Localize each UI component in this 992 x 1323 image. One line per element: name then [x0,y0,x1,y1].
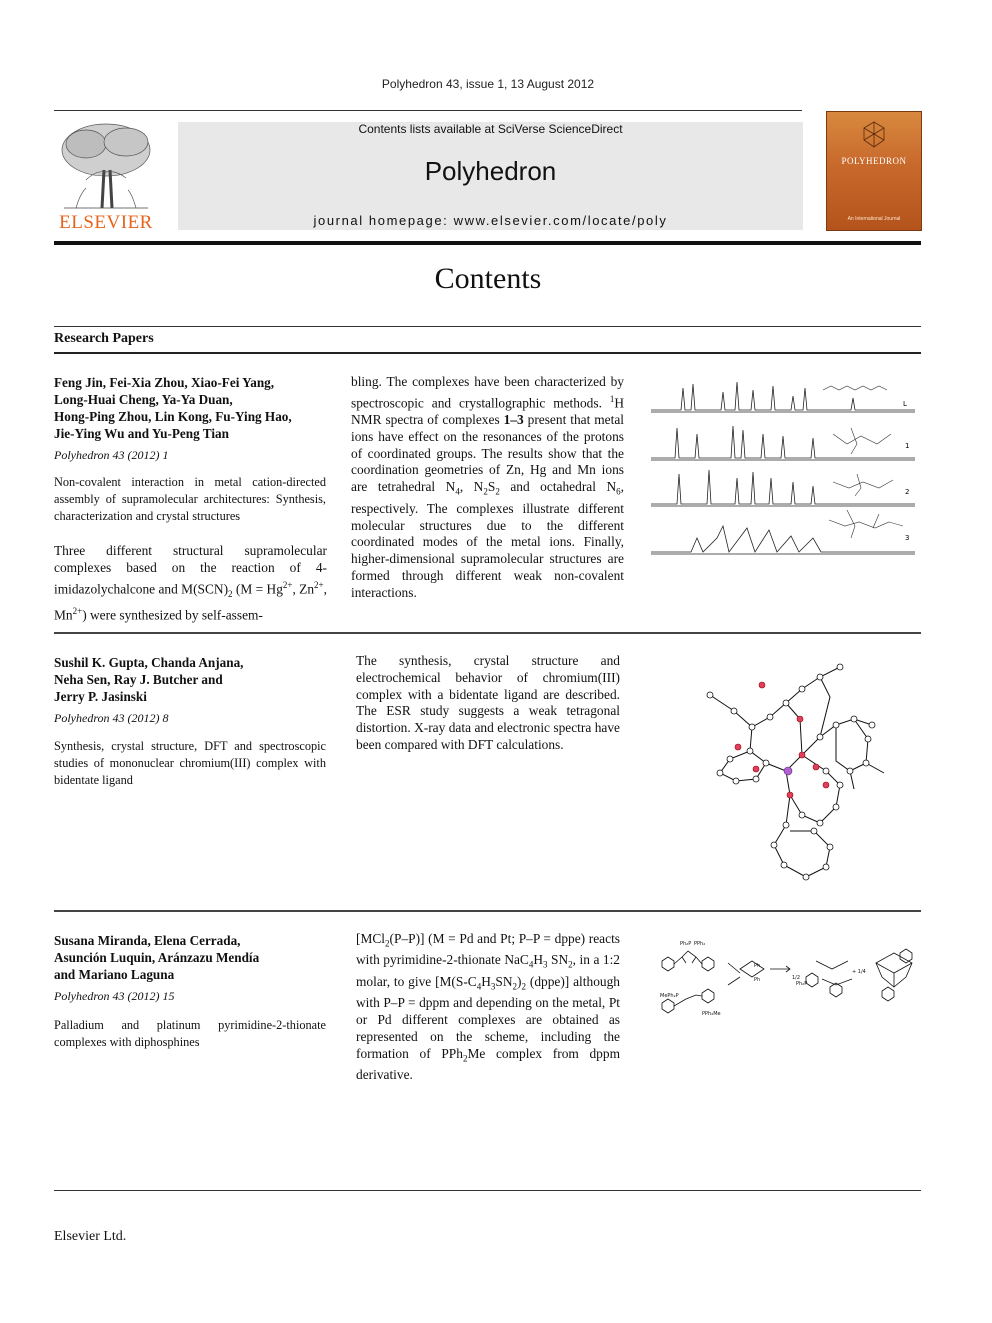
section-heading: Research Papers [54,331,154,346]
entry-2-title[interactable]: Synthesis, crystal structure, DFT and spectroscopic studies of mononuclear chromium(III) complex with bidentate ligand [54,739,326,787]
journal-title: Polyhedron [424,156,557,186]
author-line: Long-Huai Cheng, Ya-Ya Duan, [54,392,233,407]
author-line: Susana Miranda, Elena Cerrada, [54,933,241,948]
abstract-text: (M = Hg [232,581,283,597]
entry-3-citation[interactable]: Polyhedron 43 (2012) 15 [54,989,175,1003]
cover-title: POLYHEDRON [841,156,907,166]
figure-label: 1 [905,442,910,450]
journal-cover-thumbnail[interactable] [826,111,922,231]
author-line: and Mariano Laguna [54,967,175,982]
elsevier-tree-icon [56,120,156,212]
abstract-text: (dppe)] although with P–P = dppm and depending on the metal, Pt or Pd different complexes are obtained as represented on the scheme, including the formation of PPh [356,973,620,1061]
page-title: Contents [434,262,542,295]
author-line: Sushil K. Gupta, Chanda Anjana, [54,655,244,670]
abstract-bold: 1–3 [503,412,524,428]
abstract-text: Three different structural supramolecular complexes based on the reaction of 4-imidazolychalcone and M(SCN) [54,543,327,597]
contents-available-link[interactable]: Contents lists available at SciVerse ScienceDirect [358,122,623,136]
elsevier-wordmark: ELSEVIER [59,212,153,233]
entry-1-authors [54,374,334,442]
svg-text:Ph₂P: Ph₂P [680,941,692,947]
entry-3-abstract: [MCl$_2$(P–P)] (M = Pd and Pt; P–P = dppe) reacts with pyrimidine-2-thionate $NaC_4H_3$ $SN_2$, in a 1:2 molar, to give [$M(S-C_4H_3SN_2)_2$ (dppe)] although with P–P = dppm and depending on the metal, Pt or Pd different complexes are obtained as represented on the scheme, including the formation of PPh$_2$Me complex from dppm derivative. [356,931,620,1083]
author-line: Jerry P. Jasinski [54,689,147,704]
chromium-atom-icon [784,767,792,775]
author-line: Asunción Luquin, Aránzazu Mendía [54,950,260,965]
entry-1-title[interactable]: Non-covalent interaction in metal cation-directed assembly of supramolecular architectures: Synthesis, characterization and crystal structures [54,475,326,523]
header-top-rule [54,110,802,111]
journal-header-band [178,122,803,230]
footer-rule [54,1190,921,1191]
svg-text:Ph₂P: Ph₂P [796,981,808,987]
abstract-text: bling. The complexes have been characterized by spectroscopic and crystallographic methods. [351,374,624,411]
svg-text:Ph: Ph [754,977,761,983]
abstract-text: ) were synthesized by self-assem- [82,607,263,622]
svg-text:+ 1/4: + 1/4 [852,969,866,975]
svg-text:1/2: 1/2 [792,975,801,981]
author-line: Feng Jin, Fei-Xia Zhou, Xiao-Fei Yang, [54,375,275,390]
abstract-text: , Zn [292,581,315,597]
elsevier-logo[interactable] [54,120,158,232]
abstract-text: (P–P)] (M = Pd and Pt; P–P = dppe) reacts with pyrimidine-2-thionate NaC [356,931,620,968]
polyhedron-cover-icon [861,120,887,150]
entry-1-abstract-left: Three different structural supramolecular complexes based on the reaction of 4-imidazolychalcone and $M(SCN)_2$ ($M = Hg^{2+}$, $Zn^{2+}$, $Mn^{2+}$) were synthesized by self-assem- [54,543,327,622]
svg-text:PPh₂Me: PPh₂Me [702,1011,721,1017]
abstract-text: [MCl [356,931,386,946]
author-line: Neha Sen, Ray J. Butcher and [54,672,223,687]
entry-divider [54,910,921,912]
entry-divider [54,632,921,634]
section-rule-top [54,326,921,327]
journal-issue-line: Polyhedron 43, issue 1, 13 August 2012 [381,77,595,91]
section-rule-bottom [54,352,921,354]
svg-text:Ph: Ph [754,963,761,969]
cover-subtitle: An International Journal [847,216,901,222]
entry-1-abstract-right: bling. The complexes have been characterized by spectroscopic and crystallographic methods. $^1$H NMR spectra of complexes 1–3 present that metal ions have effect on the resonances of the protons of coordinated groups. The results show that the coordination geometries of Zn, Hg and Mn ions are tetrahedral $N_4$, $N_2S_2$ and octahedral $N_6$, respectively. The complexes illustrate different molecular structures due to the different coordinated modes of the metal ions. Finally, higher-dimensional supramolecular structures are formed through different weak non-covalent interactions. [351,374,624,600]
author-line: Hong-Ping Zhou, Lin Kong, Fu-Ying Hao, [54,409,292,424]
nmr-spectra-figure[interactable] [651,378,915,574]
footer-publisher: Elsevier Ltd. [54,1229,127,1244]
entry-1-citation[interactable]: Polyhedron 43 (2012) 1 [54,448,169,462]
header-bottom-rule [54,241,921,245]
abstract-text: , in a 1:2 molar, to give [M(S-C [356,952,620,989]
entry-2-citation[interactable]: Polyhedron 43 (2012) 8 [54,711,169,725]
abstract-text: present that metal ions have effect on the resonances of the protons of coordinated groups. The results show that the coordination geometries of Zn, Hg and Mn ions are tetrahedral N [351,412,624,495]
journal-homepage-link[interactable]: journal homepage: www.elsevier.com/locate/poly [313,213,668,228]
abstract-text: H NMR spectra of complexes [351,395,624,428]
entry-2-authors [54,654,334,705]
entry-3-title[interactable]: Palladium and platinum pyrimidine-2-thionate complexes with diphosphines [54,1018,326,1049]
figure-label: L [903,400,907,408]
svg-text:MePh₂P: MePh₂P [660,993,679,999]
figure-label: 3 [905,534,910,542]
figure-label: 2 [905,488,910,496]
crystal-structure-figure[interactable] [690,655,900,891]
svg-text:PPh₂: PPh₂ [694,941,706,947]
entry-3-authors [54,932,334,983]
reaction-scheme-figure[interactable] [656,933,922,1025]
author-line: Jie-Ying Wu and Yu-Peng Tian [54,426,229,441]
entry-2-abstract: The synthesis, crystal structure and electrochemical behavior of chromium(III) complex with a bidentate ligand are described. The ESR study suggests a weak tetragonal distortion. X-ray data and electronic spectra have been compared with DFT calculations. [356,653,620,752]
abstract-text: Me complex from dppm derivative. [356,1045,620,1083]
abstract-text: , respectively. The complexes illustrate different molecular structures due to the different coordinated modes of the metal ions. Finally, higher-dimensional supramolecular structures are formed through different weak non-covalent interactions. [351,479,624,600]
